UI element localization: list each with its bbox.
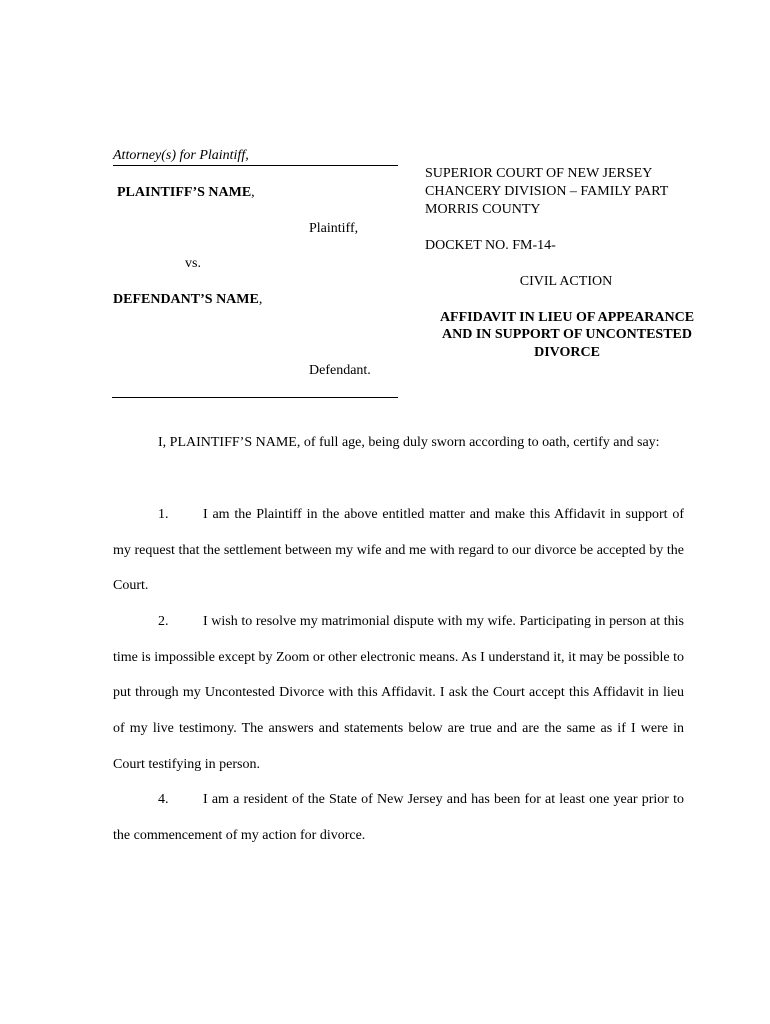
versus-label: vs.: [185, 256, 201, 271]
docket-number: DOCKET NO. FM-14-: [425, 238, 556, 253]
document-title-line-3: DIVORCE: [534, 345, 600, 360]
caption-bottom-rule: [112, 397, 398, 398]
paragraph-1-number: 1.: [158, 507, 169, 522]
paragraph-1: [113, 497, 684, 604]
paragraph-2: [113, 604, 684, 783]
plaintiff-comma: ,: [251, 185, 255, 200]
paragraph-4-text: I am a resident of the State of New Jersey and has been for at least one year prior to the commencement of my action for divorce.: [113, 792, 684, 843]
caption-top-rule: [113, 165, 398, 166]
intro-text: I, PLAINTIFF’S NAME, of full age, being duly sworn according to oath, certify and say:: [158, 435, 660, 450]
defendant-name: DEFENDANT’S NAME: [113, 292, 259, 307]
court-name: SUPERIOR COURT OF NEW JERSEY: [425, 166, 653, 181]
civil-action-label: CIVIL ACTION: [519, 274, 613, 289]
paragraph-4-number: 4.: [158, 792, 169, 807]
paragraph-2-text: I wish to resolve my matrimonial dispute with my wife. Participating in person at this time is impossible except by Zoom or other electronic means. As I understand it, it may be possible to put through my Uncontested Divorce with this Affidavit. I ask the Court accept this Affidavit in lieu of my live testimony. The answers and statements below are true and are the same as if I were in Court testifying in person.: [113, 614, 684, 772]
defendant-name-line: [113, 291, 262, 309]
court-division: CHANCERY DIVISION – FAMILY PART: [425, 184, 669, 199]
paragraph-2-number: 2.: [158, 614, 169, 629]
plaintiff-role: Plaintiff,: [309, 221, 359, 236]
paragraph-1-text: I am the Plaintiff in the above entitled matter and make this Affidavit in support of my request that the settlement between my wife and me with regard to our divorce be accepted by the Court.: [113, 507, 684, 594]
defendant-comma: ,: [258, 292, 263, 307]
court-county: MORRIS COUNTY: [425, 202, 541, 217]
intro-paragraph: [113, 425, 684, 461]
document-title-line-2: AND IN SUPPORT OF UNCONTESTED: [442, 327, 692, 342]
plaintiff-name-line: [117, 184, 255, 202]
plaintiff-name: PLAINTIFF’S NAME: [117, 185, 252, 200]
document-title-line-1: AFFIDAVIT IN LIEU OF APPEARANCE: [439, 310, 695, 325]
attorney-line: Attorney(s) for Plaintiff,: [113, 148, 249, 163]
defendant-role: Defendant.: [309, 363, 371, 378]
paragraph-4: [113, 782, 684, 853]
